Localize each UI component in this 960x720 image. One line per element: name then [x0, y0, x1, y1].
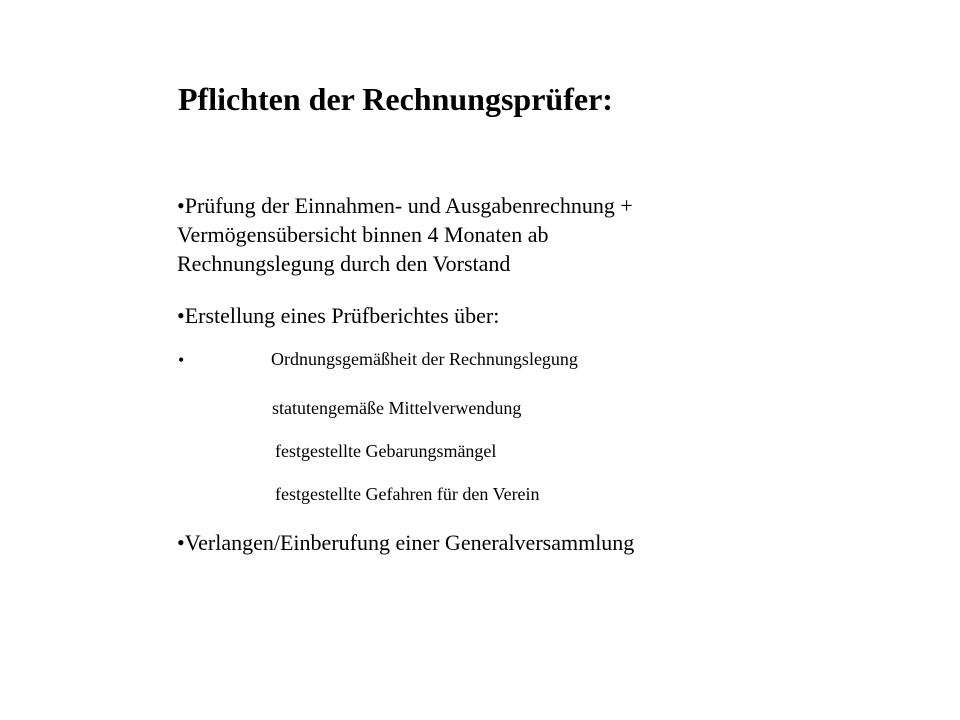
- sub-item-2: statutengemäße Mittelverwendung: [272, 398, 522, 418]
- bullet-dot: •: [177, 530, 185, 555]
- bullet-2-text: Erstellung eines Prüfberichtes über:: [184, 303, 500, 328]
- bullet-dot: •: [177, 303, 185, 328]
- bullet-1-line-2: Vermögensübersicht binnen 4 Monaten ab: [177, 222, 549, 247]
- bullet-item-2: [177, 301, 499, 330]
- bullet-item-3: [177, 528, 634, 557]
- bullet-3-text: Verlangen/Einberufung einer Generalversammlung: [184, 530, 635, 555]
- bullet-item-1: [177, 191, 633, 278]
- bullet-1-line-1: Prüfung der Einnahmen- und Ausgabenrechnung +: [184, 193, 633, 218]
- bullet-1-line-3: Rechnungslegung durch den Vorstand: [177, 251, 511, 276]
- sub-item-4: festgestellte Gefahren für den Verein: [275, 484, 540, 504]
- sub-item-1: Ordnungsgemäßheit der Rechnungslegung: [271, 349, 578, 369]
- sub-item-3: festgestellte Gebarungsmängel: [275, 441, 497, 461]
- sub-bullet-dot: •: [178, 350, 185, 370]
- bullet-dot: •: [177, 193, 185, 218]
- slide-title: Pflichten der Rechnungsprüfer:: [178, 81, 613, 117]
